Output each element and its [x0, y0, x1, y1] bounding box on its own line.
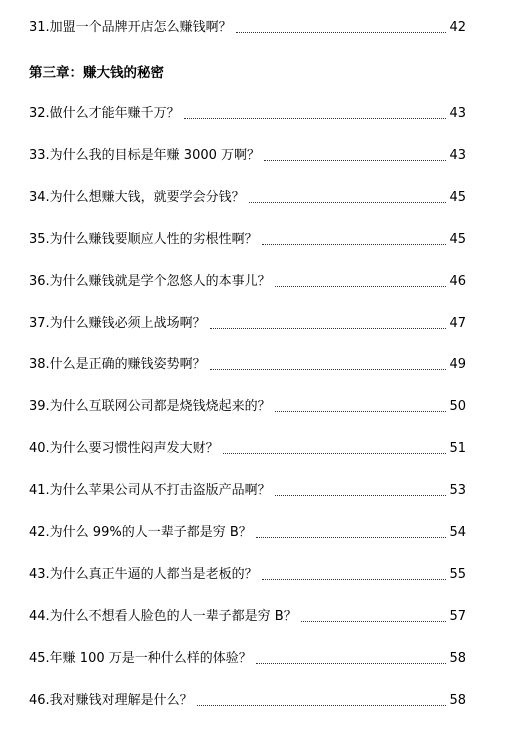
toc-entry-title: 45.年赚 100 万是一种什么样的体验？	[29, 651, 252, 666]
toc-dot-leader	[275, 495, 447, 496]
toc-entry-page: 57	[449, 609, 466, 624]
toc-entry-title: 44.为什么不想看人脸色的人一辈子都是穷 B？	[29, 609, 297, 624]
toc-entry[interactable]	[29, 105, 466, 123]
toc-entry[interactable]	[29, 19, 466, 37]
toc-entry[interactable]	[29, 231, 466, 249]
toc-dot-leader	[275, 411, 447, 412]
toc-dot-leader	[210, 369, 447, 370]
toc-entry[interactable]	[29, 356, 466, 374]
toc-entry-title: 34.为什么想赚大钱，就要学会分钱？	[29, 190, 245, 205]
toc-entry-page: 54	[449, 525, 466, 540]
toc-dot-leader	[256, 663, 447, 664]
toc-dot-leader	[223, 453, 447, 454]
toc-entry[interactable]	[29, 650, 466, 668]
toc-entry[interactable]	[29, 147, 466, 165]
toc-entry-page: 53	[449, 483, 466, 498]
toc-entry-title: 32.做什么才能年赚千万？	[29, 106, 180, 121]
toc-dot-leader	[262, 244, 447, 245]
toc-entry[interactable]	[29, 273, 466, 291]
toc-dot-leader	[197, 705, 447, 706]
toc-dot-leader	[301, 621, 447, 622]
toc-entry[interactable]	[29, 482, 466, 500]
toc-entry-page: 43	[449, 106, 466, 121]
toc-entry-title: 35.为什么赚钱要顺应人性的劣根性啊？	[29, 232, 258, 247]
toc-entry[interactable]	[29, 315, 466, 333]
toc-entry-page: 45	[449, 190, 466, 205]
toc-entry[interactable]	[29, 566, 466, 584]
toc-entry-page: 55	[449, 567, 466, 582]
toc-entry-title: 36.为什么赚钱就是学个忽悠人的本事儿？	[29, 274, 271, 289]
toc-dot-leader	[262, 579, 447, 580]
toc-entry-title: 40.为什么要习惯性闷声发大财？	[29, 441, 219, 456]
toc-entry[interactable]	[29, 692, 466, 710]
toc-entry-title: 31.加盟一个品牌开店怎么赚钱啊？	[29, 20, 232, 35]
toc-entry-page: 45	[449, 232, 466, 247]
chapter-heading: 第三章：赚大钱的秘密	[29, 65, 164, 81]
toc-entry-title: 33.为什么我的目标是年赚 3000 万啊？	[29, 148, 261, 163]
toc-entry-title: 42.为什么 99%的人一辈子都是穷 B？	[29, 525, 252, 540]
toc-entry-title: 43.为什么真正牛逼的人都当是老板的？	[29, 567, 258, 582]
toc-dot-leader	[264, 160, 446, 161]
toc-dot-leader	[210, 328, 447, 329]
toc-dot-leader	[256, 537, 447, 538]
toc-entry[interactable]	[29, 189, 466, 207]
toc-entry-page: 50	[449, 399, 466, 414]
toc-entry-page: 42	[449, 20, 466, 35]
toc-dot-leader	[184, 118, 447, 119]
toc-dot-leader	[275, 286, 447, 287]
toc-entry-page: 47	[449, 316, 466, 331]
toc-entry[interactable]	[29, 524, 466, 542]
toc-entry-page: 58	[449, 651, 466, 666]
toc-entry[interactable]	[29, 398, 466, 416]
toc-entry-page: 58	[449, 693, 466, 708]
toc-entry-page: 46	[449, 274, 466, 289]
toc-dot-leader	[236, 32, 447, 33]
toc-entry[interactable]	[29, 440, 466, 458]
toc-entry-page: 49	[449, 357, 466, 372]
toc-entry[interactable]	[29, 608, 466, 626]
toc-entry-title: 39.为什么互联网公司都是烧钱烧起来的？	[29, 399, 271, 414]
toc-entry-page: 43	[449, 148, 466, 163]
toc-entry-page: 51	[449, 441, 466, 456]
toc-entry-title: 37.为什么赚钱必须上战场啊？	[29, 316, 206, 331]
toc-entry-title: 41.为什么苹果公司从不打击盗版产品啊？	[29, 483, 271, 498]
toc-entry-title: 38.什么是正确的赚钱姿势啊？	[29, 357, 206, 372]
toc-entry-title: 46.我对赚钱对理解是什么？	[29, 693, 193, 708]
toc-dot-leader	[249, 202, 447, 203]
